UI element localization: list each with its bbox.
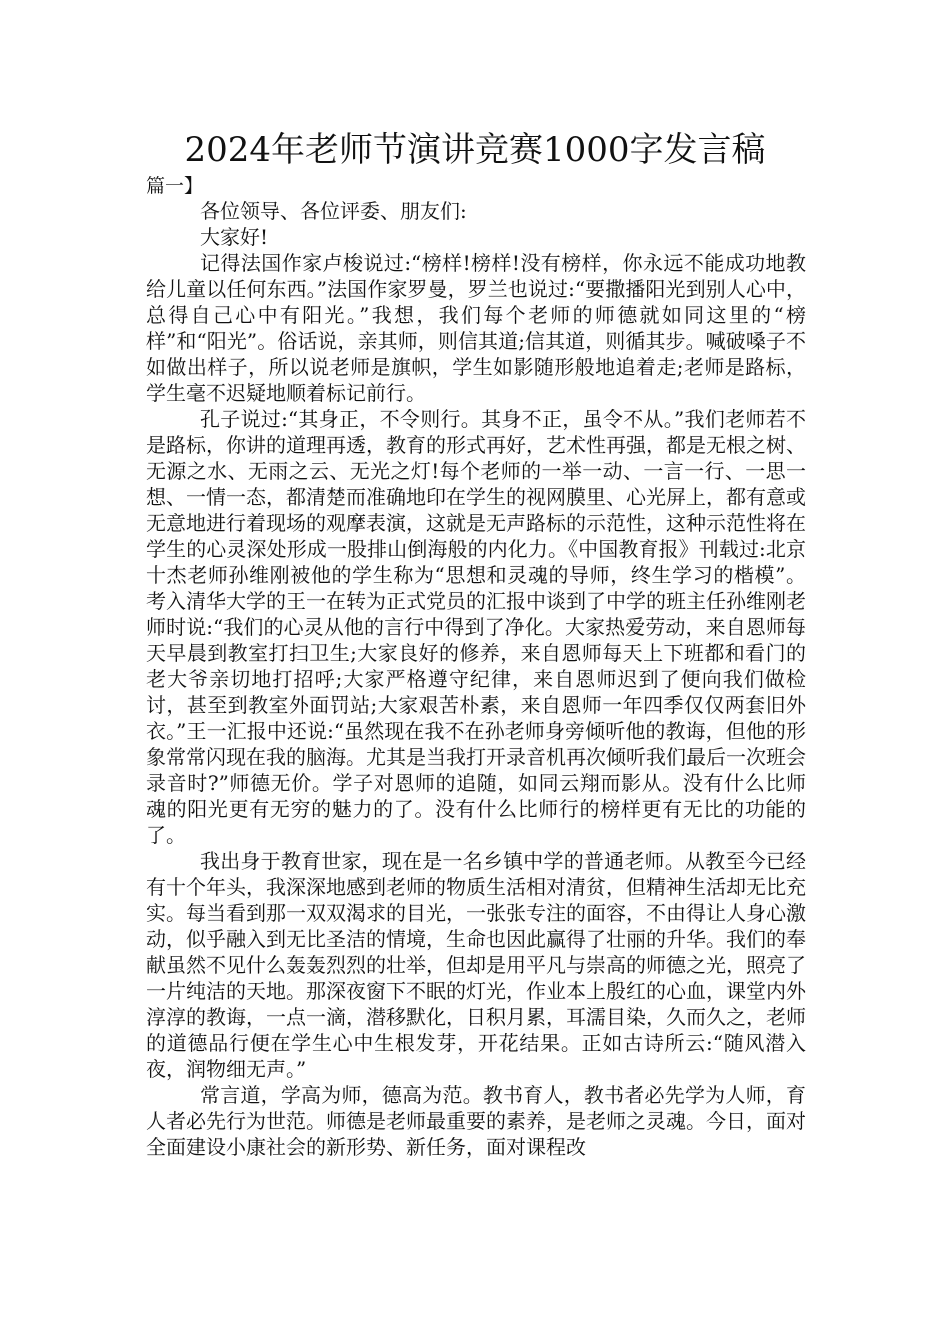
section-label: 篇一】 <box>146 175 204 197</box>
paragraph: 常言道，学高为师，德高为范。教书育人，教书者必先学为人师，育人者必先行为世范。师德是老师最重要的素养，是老师之灵魂。今日，面对全面建设小康社会的新形势、新任务，面对课程改 <box>146 1083 806 1159</box>
paragraph: 记得法国作家卢梭说过:“榜样!榜样!没有榜样，你永远不能成功地教给儿童以任何东西。”法国作家罗曼，罗兰也说过:“要撒播阳光到别人心中，总得自己心中有阳光。”我想，我们每个老师的师德就如同这里的“榜样”和“阳光”。俗话说，亲其师，则信其道;信其道，则循其步。喊破嗓子不如做出样子，所以说老师是旗帜，学生如影随形般地追着走;老师是路标，学生毫不迟疑地顺着标记前行。 <box>146 251 806 405</box>
document-title: 2024年老师节演讲竞赛1000字发言稿 <box>184 130 766 170</box>
salutation: 各位领导、各位评委、朋友们: <box>200 199 467 223</box>
paragraph: 我出身于教育世家，现在是一名乡镇中学的普通老师。从教至今已经有十个年头，我深深地感到老师的物质生活相对清贫，但精神生活却无比充实。每当看到那一双双渴求的目光，一张张专注的面容，不由得让人身心激动，似乎融入到无比圣洁的情境，生命也因此赢得了壮丽的升华。我们的奉献虽然不见什么轰轰烈烈的壮举，但却是用平凡与崇高的师德之光，照亮了一片纯洁的天地。那深夜窗下不眠的灯光，作业本上殷红的心血，课堂内外淳淳的教诲，一点一滴，潜移默化，日积月累，耳濡目染，久而久之，老师的道德品行便在学生心中生根发芽，开花结果。正如古诗所云:“随风潜入夜，润物细无声。” <box>146 849 806 1081</box>
paragraph: 孔子说过:“其身正，不令则行。其身不正，虽令不从。”我们老师若不是路标，你讲的道理再透，教育的形式再好，艺术性再强，都是无根之树、无源之水、无雨之云、无光之灯!每个老师的一举一动、一言一行、一思一想、一情一态，都清楚而准确地印在学生的视网膜里、心光屏上，都有意或无意地进行着现场的观摩表演，这就是无声路标的示范性，这种示范性将在学生的心灵深处形成一股排山倒海般的内化力。《中国教育报》刊载过:北京十杰老师孙维刚被他的学生称为“思想和灵魂的导师，终生学习的楷模”。考入清华大学的王一在转为正式党员的汇报中谈到了中学的班主任孙维刚老师时说:“我们的心灵从他的言行中得到了净化。大家热爱劳动，来自恩师每天早晨到教室打扫卫生;大家良好的修养，来自恩师每天上下班都和看门的老大爷亲切地打招呼;大家严格遵守纪律，来自恩师迟到了便向我们做检讨，甚至到教室外面罚站;大家艰苦朴素，来自恩师一年四季仅仅两套旧外衣。”王一汇报中还说:“虽然现在我不在孙老师身旁倾听他的教诲，但他的形象常常闪现在我的脑海。尤其是当我打开录音机再次倾听我们最后一次班会录音时?”师德无价。学子对恩师的追随，如同云翔而影从。没有什么比师魂的阳光更有无穷的魅力的了。没有什么比师行的榜样更有无比的功能的了。 <box>146 407 806 847</box>
greeting: 大家好! <box>200 225 269 249</box>
document-body <box>146 198 806 1160</box>
